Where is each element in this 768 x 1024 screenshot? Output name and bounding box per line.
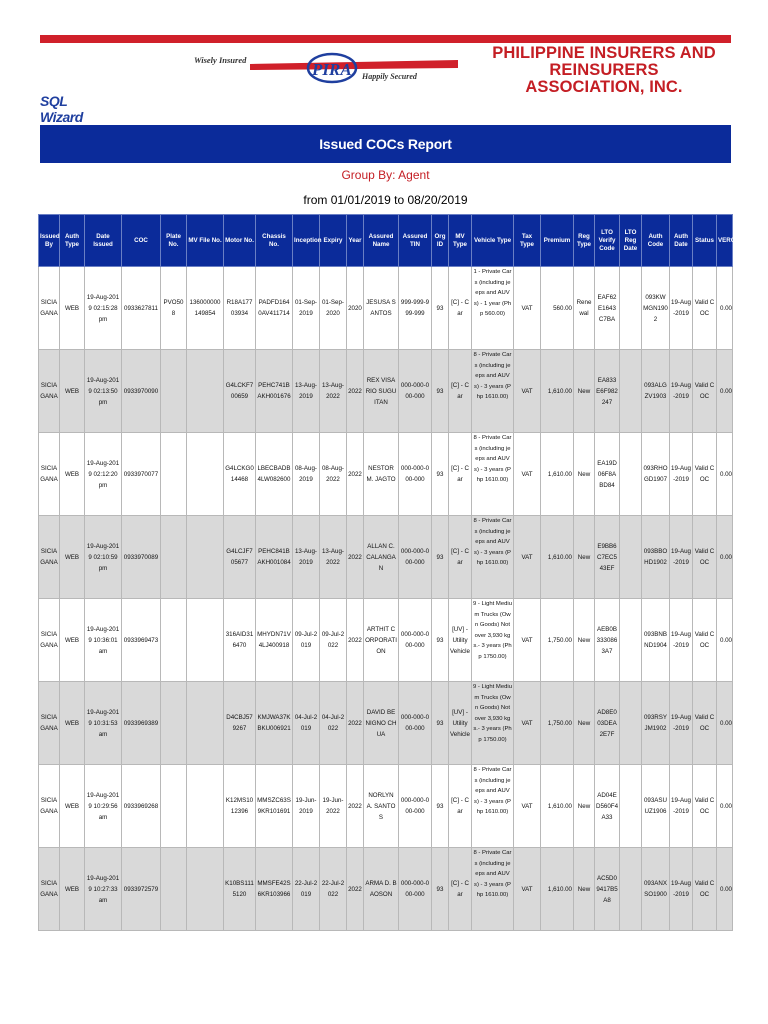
col-header: Status [693,215,717,267]
cell-mv-type: [C] - Car [449,516,472,599]
cell-status: Valid COC [693,267,717,350]
col-header: Auth Type [60,215,85,267]
cell-mv-file-no [187,516,224,599]
cell-lto-verify-code: AD04ED560F4A33 [595,765,620,848]
cell-year: 2022 [347,848,364,931]
col-header: MV File No. [187,215,224,267]
cell-date-issued: 19-Aug-2019 02:15:28 pm [85,267,122,350]
cell-tax-type: VAT [514,848,541,931]
cell-lto-reg-date [620,516,642,599]
cell-date-issued: 19-Aug-2019 02:10:59 pm [85,516,122,599]
cell-assured-tin: 000-000-000-000 [399,516,432,599]
header-red-bar [40,35,731,43]
cell-issued-by: SICIAGANA [39,682,60,765]
table-row [39,682,733,765]
col-header: Issued By [39,215,60,267]
col-header: MV Type [449,215,472,267]
cell-tax-type: VAT [514,682,541,765]
cell-mv-type: [UV] - Utility Vehicle [449,599,472,682]
cell-date-issued: 19-Aug-2019 10:27:33 am [85,848,122,931]
cell-date-issued: 19-Aug-2019 02:13:50 pm [85,350,122,433]
cell-vercnt: 0.00 [717,848,733,931]
col-header: LTO Reg Date [620,215,642,267]
cell-lto-verify-code: AEB0B3330863A7 [595,599,620,682]
cell-assured-tin: 000-000-000-000 [399,599,432,682]
cell-coc: 0933969268 [122,765,161,848]
pira-logo-text: PIRA [312,60,352,79]
cell-auth-type: WEB [60,848,85,931]
cell-auth-code: 093BBOHD1902 [642,516,670,599]
cell-status: Valid COC [693,516,717,599]
cell-assured-tin: 999-999-999-999 [399,267,432,350]
cell-vehicle-type: 8 - Private Cars (including jeeps and AUVs) - 3 years (Php 1610.00) [472,433,514,516]
cell-mv-file-no [187,433,224,516]
cell-assured-name: ALLAN C. CALANGAN [364,516,399,599]
table-row [39,848,733,931]
cell-auth-type: WEB [60,433,85,516]
cell-inception: 04-Jul-2019 [293,682,320,765]
col-header: Premium [541,215,574,267]
col-header: Auth Code [642,215,670,267]
col-header: Org ID [432,215,449,267]
cell-mv-type: [C] - Car [449,765,472,848]
cell-chassis-no: MMSZC63S9KR101691 [256,765,293,848]
cell-issued-by: SICIAGANA [39,599,60,682]
cell-vercnt: 0.00 [717,433,733,516]
cell-mv-file-no: 136000000149854 [187,267,224,350]
cell-premium: 1,610.00 [541,433,574,516]
cell-mv-file-no [187,848,224,931]
cell-premium: 560.00 [541,267,574,350]
cell-vehicle-type: 8 - Private Cars (including jeeps and AUVs) - 3 years (Php 1610.00) [472,350,514,433]
group-by-label: Group By: Agent [341,168,430,182]
cell-assured-name: DAVID BENIGNO CHUA [364,682,399,765]
cell-org-id: 93 [432,682,449,765]
cell-year: 2022 [347,516,364,599]
cell-lto-reg-date [620,848,642,931]
cell-coc: 0933970077 [122,433,161,516]
cell-issued-by: SICIAGANA [39,765,60,848]
cell-assured-tin: 000-000-000-000 [399,350,432,433]
cell-reg-type: New [574,599,595,682]
cell-assured-name: REX VISARIO SUGUITAN [364,350,399,433]
cell-reg-type: New [574,433,595,516]
cell-expiry: 13-Aug-2022 [320,350,347,433]
cell-premium: 1,610.00 [541,516,574,599]
cell-tax-type: VAT [514,350,541,433]
cell-lto-verify-code: EA833E6F982247 [595,350,620,433]
cell-lto-reg-date [620,599,642,682]
cell-vercnt: 0.00 [717,516,733,599]
cell-lto-verify-code: EAF62E1643C7BA [595,267,620,350]
cell-plate-no [161,433,187,516]
cell-auth-date: 19-Aug-2019 [670,599,693,682]
cell-vehicle-type: 8 - Private Cars (including jeeps and AUVs) - 3 years (Php 1610.00) [472,516,514,599]
cell-mv-type: [C] - Car [449,350,472,433]
col-header: Plate No. [161,215,187,267]
cell-expiry: 04-Jul-2022 [320,682,347,765]
cell-issued-by: SICIAGANA [39,350,60,433]
col-header: Reg Type [574,215,595,267]
cell-assured-name: NORLYN A. SANTOS [364,765,399,848]
cell-chassis-no: KMJWA37KBKU006921 [256,682,293,765]
col-header: Inception [293,215,320,267]
cell-org-id: 93 [432,848,449,931]
cell-auth-code: 093RHOGD1907 [642,433,670,516]
cell-date-issued: 19-Aug-2019 02:12:20 pm [85,433,122,516]
cell-motor-no: R18A17703934 [224,267,256,350]
cell-auth-date: 19-Aug-2019 [670,267,693,350]
cell-tax-type: VAT [514,267,541,350]
cell-year: 2020 [347,267,364,350]
col-header: Date Issued [85,215,122,267]
cell-issued-by: SICIAGANA [39,267,60,350]
cell-inception: 01-Sep-2019 [293,267,320,350]
cell-assured-name: ARMA D. BAOSON [364,848,399,931]
cell-auth-date: 19-Aug-2019 [670,433,693,516]
cell-auth-date: 19-Aug-2019 [670,350,693,433]
cell-tax-type: VAT [514,433,541,516]
cell-chassis-no: MHYDN71V4LJ400918 [256,599,293,682]
cell-org-id: 93 [432,599,449,682]
cell-expiry: 19-Jun-2022 [320,765,347,848]
cell-auth-code: 093BNBND1904 [642,599,670,682]
cell-coc: 0933970089 [122,516,161,599]
col-header: Expiry [320,215,347,267]
cell-coc: 0933970090 [122,350,161,433]
cell-issued-by: SICIAGANA [39,433,60,516]
cell-auth-type: WEB [60,350,85,433]
cell-status: Valid COC [693,682,717,765]
cell-motor-no: G4LCJF705677 [224,516,256,599]
cell-auth-code: 093ASUUZ1906 [642,765,670,848]
cell-premium: 1,750.00 [541,682,574,765]
cell-motor-no: G4LCKF700659 [224,350,256,433]
cell-org-id: 93 [432,350,449,433]
col-header: Tax Type [514,215,541,267]
col-header: Chassis No. [256,215,293,267]
cell-year: 2022 [347,350,364,433]
cell-chassis-no: PADFD1640AV411714 [256,267,293,350]
cell-mv-file-no [187,682,224,765]
cell-assured-tin: 000-000-000-000 [399,682,432,765]
table-row [39,433,733,516]
col-header: Assured Name [364,215,399,267]
col-header: VERCNT [717,215,733,267]
cell-lto-reg-date [620,765,642,848]
table-row [39,267,733,350]
cell-expiry: 09-Jul-2022 [320,599,347,682]
cell-status: Valid COC [693,350,717,433]
col-header: Motor No. [224,215,256,267]
cell-inception: 19-Jun-2019 [293,765,320,848]
cell-motor-no: 316AID316470 [224,599,256,682]
cell-coc: 0933972579 [122,848,161,931]
col-header: COC [122,215,161,267]
col-header: Auth Date [670,215,693,267]
cell-assured-name: NESTOR M. JAGTO [364,433,399,516]
cell-status: Valid COC [693,599,717,682]
cell-lto-verify-code: AC5D09417B5A8 [595,848,620,931]
cell-reg-type: Renewal [574,267,595,350]
cell-coc: 0933969389 [122,682,161,765]
pira-logo [190,46,460,86]
cell-org-id: 93 [432,765,449,848]
cell-premium: 1,610.00 [541,350,574,433]
cell-chassis-no: LBECBADB4LW082600 [256,433,293,516]
cell-status: Valid COC [693,848,717,931]
pira-tagline-left: Wisely Insured [194,55,247,65]
col-header: Vehicle Type [472,215,514,267]
col-header: Year [347,215,364,267]
cell-lto-verify-code: EA19D06F8ABD84 [595,433,620,516]
cell-inception: 09-Jul-2019 [293,599,320,682]
col-header: LTO Verify Code [595,215,620,267]
cell-assured-name: JESUSA SANTOS [364,267,399,350]
cell-issued-by: SICIAGANA [39,848,60,931]
cell-reg-type: New [574,682,595,765]
cell-year: 2022 [347,599,364,682]
cell-mv-file-no [187,765,224,848]
cell-vehicle-type: 8 - Private Cars (including jeeps and AUVs) - 3 years (Php 1610.00) [472,848,514,931]
cell-lto-verify-code: E9BB6C7EC543EF [595,516,620,599]
cell-plate-no [161,848,187,931]
cell-tax-type: VAT [514,765,541,848]
cell-lto-verify-code: AD8E003DEA2E7F [595,682,620,765]
cell-vercnt: 0.00 [717,682,733,765]
cell-lto-reg-date [620,433,642,516]
cell-status: Valid COC [693,433,717,516]
cell-date-issued: 19-Aug-2019 10:36:01 am [85,599,122,682]
cell-year: 2022 [347,433,364,516]
cell-vehicle-type: 9 - Light Medium Trucks (Own Goods) Not over 3,930 kgs.- 3 years (Php 1750.00) [472,599,514,682]
cell-chassis-no: PEHC741BAKH001676 [256,350,293,433]
cell-reg-type: New [574,765,595,848]
cell-coc: 0933627811 [122,267,161,350]
cell-mv-type: [UV] - Utility Vehicle [449,682,472,765]
table-row [39,350,733,433]
coc-report-table [38,214,744,931]
association-name [474,45,734,96]
cell-motor-no: D4CBJ579267 [224,682,256,765]
cell-expiry: 01-Sep-2020 [320,267,347,350]
cell-lto-reg-date [620,682,642,765]
cell-issued-by: SICIAGANA [39,516,60,599]
date-range: from 01/01/2019 to 08/20/2019 [303,193,468,207]
cell-auth-type: WEB [60,516,85,599]
cell-tax-type: VAT [514,599,541,682]
cell-auth-date: 19-Aug-2019 [670,682,693,765]
cell-motor-no: G4LCKG014468 [224,433,256,516]
cell-premium: 1,750.00 [541,599,574,682]
cell-coc: 0933969473 [122,599,161,682]
report-title: Issued COCs Report [40,125,731,163]
cell-lto-reg-date [620,267,642,350]
cell-expiry: 13-Aug-2022 [320,516,347,599]
cell-org-id: 93 [432,516,449,599]
cell-premium: 1,610.00 [541,765,574,848]
cell-motor-no: K12MS1012396 [224,765,256,848]
cell-auth-date: 19-Aug-2019 [670,516,693,599]
col-header: Assured TIN [399,215,432,267]
cell-auth-code: 093ALGZV1903 [642,350,670,433]
cell-chassis-no: MMSFE42S6KR103966 [256,848,293,931]
association-line-1: PHILIPPINE INSURERS AND REINSURERS [492,44,716,79]
sqlwizard-logo [40,93,110,123]
cell-date-issued: 19-Aug-2019 10:31:53 am [85,682,122,765]
cell-plate-no [161,516,187,599]
table-header-row [39,215,733,267]
cell-plate-no [161,350,187,433]
cell-mv-type: [C] - Car [449,433,472,516]
cell-tax-type: VAT [514,516,541,599]
cell-auth-type: WEB [60,267,85,350]
cell-inception: 13-Aug-2019 [293,350,320,433]
cell-assured-name: ARTHIT CORPORATION [364,599,399,682]
cell-chassis-no: PEHC841BAKH001084 [256,516,293,599]
cell-date-issued: 19-Aug-2019 10:29:56 am [85,765,122,848]
cell-inception: 13-Aug-2019 [293,516,320,599]
cell-mv-type: [C] - Car [449,267,472,350]
cell-reg-type: New [574,848,595,931]
cell-assured-tin: 000-000-000-000 [399,765,432,848]
cell-auth-type: WEB [60,599,85,682]
cell-plate-no: PVO508 [161,267,187,350]
cell-plate-no [161,682,187,765]
cell-lto-reg-date [620,350,642,433]
cell-vehicle-type: 9 - Light Medium Trucks (Own Goods) Not over 3,930 kgs.- 3 years (Php 1750.00) [472,682,514,765]
cell-mv-type: [C] - Car [449,848,472,931]
cell-mv-file-no [187,350,224,433]
cell-vercnt: 0.00 [717,350,733,433]
cell-org-id: 93 [432,433,449,516]
cell-reg-type: New [574,516,595,599]
cell-inception: 22-Jul-2019 [293,848,320,931]
cell-reg-type: New [574,350,595,433]
cell-mv-file-no [187,599,224,682]
sqlwizard-name: SQL Wizard [40,93,83,125]
cell-auth-code: 093ANXSO1900 [642,848,670,931]
cell-plate-no [161,599,187,682]
cell-year: 2022 [347,682,364,765]
cell-vercnt: 0.00 [717,599,733,682]
cell-vehicle-type: 8 - Private Cars (including jeeps and AUVs) - 3 years (Php 1610.00) [472,765,514,848]
cell-auth-code: 093RSYJM1902 [642,682,670,765]
cell-auth-date: 19-Aug-2019 [670,848,693,931]
cell-vehicle-type: 1 - Private Cars (including jeeps and AUVs) - 1 year (Php 560.00) [472,267,514,350]
table-row [39,516,733,599]
cell-status: Valid COC [693,765,717,848]
table-row [39,765,733,848]
association-line-2: ASSOCIATION, INC. [525,78,683,96]
pira-tagline-right: Happily Secured [362,72,417,81]
cell-assured-tin: 000-000-000-000 [399,433,432,516]
cell-plate-no [161,765,187,848]
cell-auth-type: WEB [60,682,85,765]
cell-vercnt: 0.00 [717,765,733,848]
cell-motor-no: K10BS1115120 [224,848,256,931]
cell-vercnt: 0.00 [717,267,733,350]
cell-org-id: 93 [432,267,449,350]
cell-expiry: 08-Aug-2022 [320,433,347,516]
cell-assured-tin: 000-000-000-000 [399,848,432,931]
cell-auth-type: WEB [60,765,85,848]
cell-expiry: 22-Jul-2022 [320,848,347,931]
cell-auth-code: 093KWMGN1902 [642,267,670,350]
table-row [39,599,733,682]
cell-auth-date: 19-Aug-2019 [670,765,693,848]
cell-premium: 1,610.00 [541,848,574,931]
cell-year: 2022 [347,765,364,848]
cell-inception: 08-Aug-2019 [293,433,320,516]
